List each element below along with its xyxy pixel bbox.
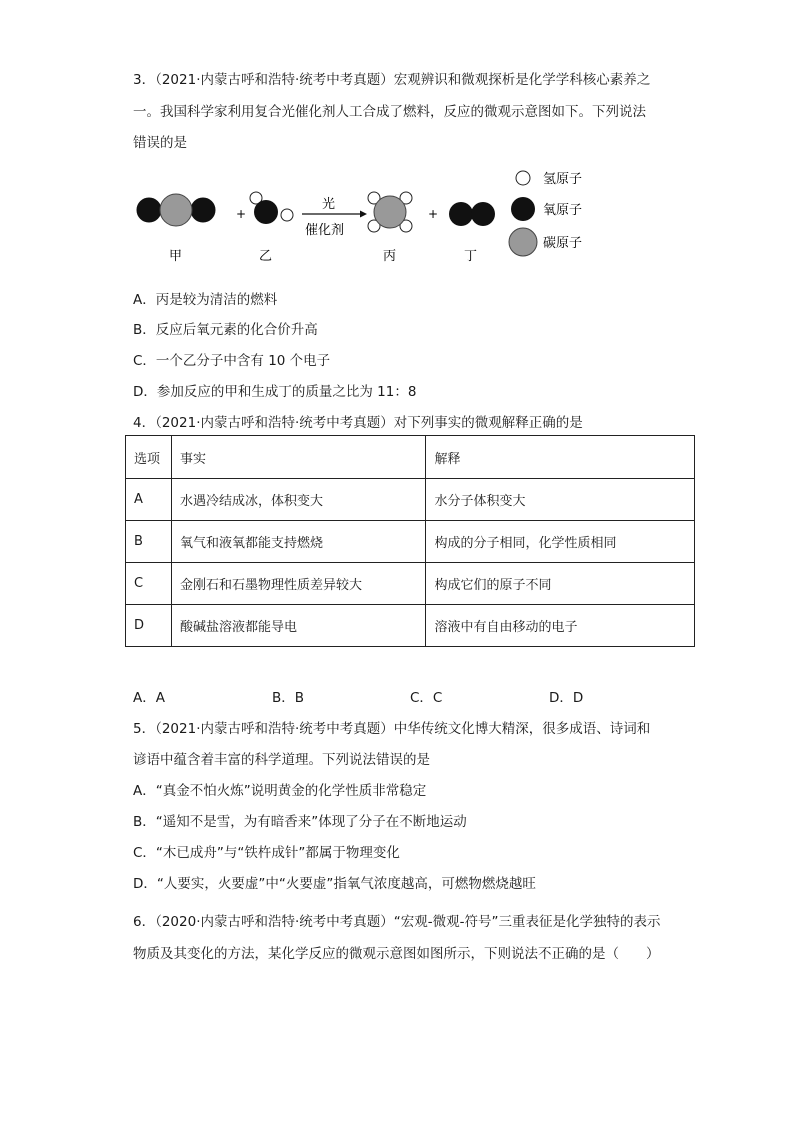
- legend-oxygen: 氧原子: [543, 203, 583, 218]
- row-option: D: [126, 605, 172, 647]
- molecule-bing: [368, 192, 412, 232]
- row-explanation: 水分子体积变大: [426, 479, 695, 521]
- table-row: [126, 479, 695, 521]
- label-bing: 丙: [383, 249, 397, 264]
- row-option: B: [126, 521, 172, 563]
- reaction-diagram: [120, 160, 620, 270]
- legend-carbon-swatch: [509, 228, 537, 256]
- table-row: [126, 605, 695, 647]
- q5-stem-line2: 谚语中蕴含着丰富的科学道理。下列说法错误的是: [133, 752, 430, 768]
- table-header-row: [126, 436, 695, 479]
- row-fact: 酸碱盐溶液都能导电: [171, 605, 426, 647]
- q4-choice-a: A．A: [133, 690, 165, 706]
- q3-stem-line1: 3．（2021·内蒙古呼和浩特·统考中考真题）宏观辨识和微观探析是化学学科核心素养之: [133, 72, 651, 88]
- row-fact: 氧气和液氧都能支持燃烧: [171, 521, 426, 563]
- label-ding: 丁: [464, 249, 478, 264]
- molecule-ding: [449, 202, 495, 226]
- table-row: [126, 563, 695, 605]
- q4-stem: 4．（2021·内蒙古呼和浩特·统考中考真题）对下列事实的微观解释正确的是: [133, 415, 583, 431]
- arrow-label-catalyst: 催化剂: [305, 223, 345, 238]
- q4-choice-b: B．B: [272, 690, 305, 706]
- row-option: A: [126, 479, 172, 521]
- q4-choice-d: D．D: [549, 690, 584, 706]
- q3-option-a: A．丙是较为清洁的燃料: [133, 292, 278, 308]
- q5-option-c: C．“木已成舟”与“铁杵成针”都属于物理变化: [133, 845, 400, 861]
- molecule-yi: [250, 192, 293, 224]
- q3-stem-line3: 错误的是: [133, 135, 187, 151]
- header-explanation: 解释: [426, 436, 695, 479]
- label-jia: 甲: [169, 249, 183, 264]
- header-option: 选项: [126, 436, 172, 479]
- q5-option-b: B．“遥知不是雪，为有暗香来”体现了分子在不断地运动: [133, 814, 467, 830]
- arrow-head: [360, 211, 367, 218]
- q5-option-d: D．“人要实，火要虚”中“火要虚”指氧气浓度越高，可燃物燃烧越旺: [133, 876, 536, 892]
- legend-carbon: 碳原子: [543, 236, 583, 251]
- q4-choice-c: C．C: [410, 690, 443, 706]
- row-explanation: 构成它们的原子不同: [426, 563, 695, 605]
- q3-option-c: C．一个乙分子中含有 10 个电子: [133, 353, 331, 369]
- plus-sign-2: +: [428, 207, 439, 221]
- molecule-jia: [137, 194, 215, 226]
- legend-hydrogen: 氢原子: [543, 172, 583, 187]
- label-yi: 乙: [259, 249, 273, 264]
- row-explanation: 构成的分子相同，化学性质相同: [426, 521, 695, 563]
- q5-stem-line1: 5．（2021·内蒙古呼和浩特·统考中考真题）中华传统文化博大精深，很多成语、诗词和: [133, 721, 651, 737]
- row-fact: 金刚石和石墨物理性质差异较大: [171, 563, 426, 605]
- legend-oxygen-swatch: [511, 197, 535, 221]
- legend: [509, 171, 582, 256]
- q6-stem-line2: 物质及其变化的方法，某化学反应的微观示意图如图所示，下则说法不正确的是（ ）: [133, 946, 660, 962]
- header-fact: 事实: [171, 436, 426, 479]
- row-fact: 水遇冷结成冰，体积变大: [171, 479, 426, 521]
- facts-table: [125, 435, 695, 647]
- q3-option-d: D．参加反应的甲和生成丁的质量之比为 11：8: [133, 384, 417, 400]
- q6-stem-line1: 6．（2020·内蒙古呼和浩特·统考中考真题）“宏观-微观-符号”三重表征是化学独特的表示: [133, 914, 661, 930]
- q3-option-b: B．反应后氧元素的化合价升高: [133, 322, 318, 338]
- row-option: C: [126, 563, 172, 605]
- table-row: [126, 521, 695, 563]
- row-explanation: 溶液中有自由移动的电子: [426, 605, 695, 647]
- q3-stem-line2: 一。我国科学家利用复合光催化剂人工合成了燃料，反应的微观示意图如下。下列说法: [133, 104, 646, 120]
- legend-hydrogen-swatch: [516, 171, 530, 185]
- arrow-label-light: 光: [322, 197, 336, 212]
- plus-sign-1: +: [236, 207, 247, 221]
- q5-option-a: A．“真金不怕火炼”说明黄金的化学性质非常稳定: [133, 783, 427, 799]
